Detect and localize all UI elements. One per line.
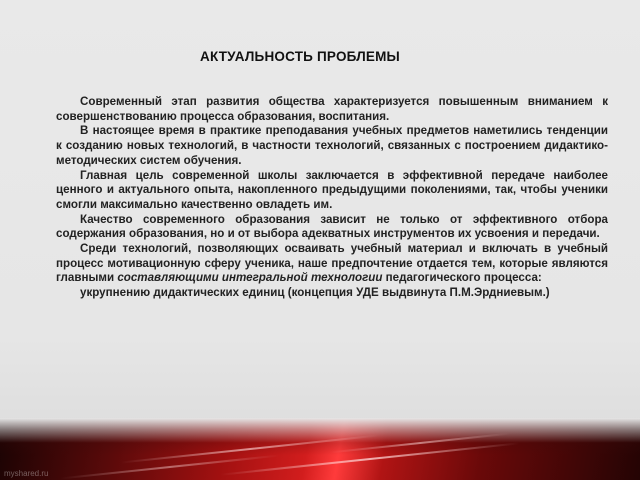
- paragraph-2: В настоящее время в практике преподавания учебных предметов наметились тенденции к созданию новых технологий, в частности технологий, связанных с построением дидактико-методических систем обучения.: [56, 124, 608, 167]
- paragraph-5: [56, 242, 608, 286]
- watermark: myshared.ru: [4, 469, 49, 478]
- slide-title: АКТУАЛЬНОСТЬ ПРОБЛЕМЫ: [200, 49, 400, 64]
- paragraph-3: Главная цель современной школы заключается в эффективной передаче наиболее ценного и актуального опыта, накопленного предыдущими поколениями, так, чтобы ученики смогли максимально качественно овладеть им.: [56, 168, 608, 211]
- paragraph-4: Качество современного образования зависит не только от эффективного отбора содержания образования, но и от выбора адекватных инструментов их усвоения и передачи.: [56, 212, 608, 241]
- paragraph-5-text-after: педагогического процесса:: [382, 271, 542, 285]
- paragraph-1: Современный этап развития общества характеризуется повышенным вниманием к совершенствованию процесса образования, воспитания.: [56, 95, 608, 123]
- decorative-red-band: [0, 418, 640, 480]
- slide-body: [56, 95, 608, 301]
- paragraph-5-text-before: Среди технологий, позволяющих осваивать учебный материал и включать в учебный процесс мотивационную сферу ученика, наше предпочтение отдается тем, которые являются главными: [56, 242, 608, 285]
- paragraph-6: укрупнению дидактических единиц (концепция УДЕ выдвинута П.М.Эрдниевым.): [80, 286, 550, 300]
- paragraph-5-italic-term: составляющими интегральной технологии: [117, 271, 383, 285]
